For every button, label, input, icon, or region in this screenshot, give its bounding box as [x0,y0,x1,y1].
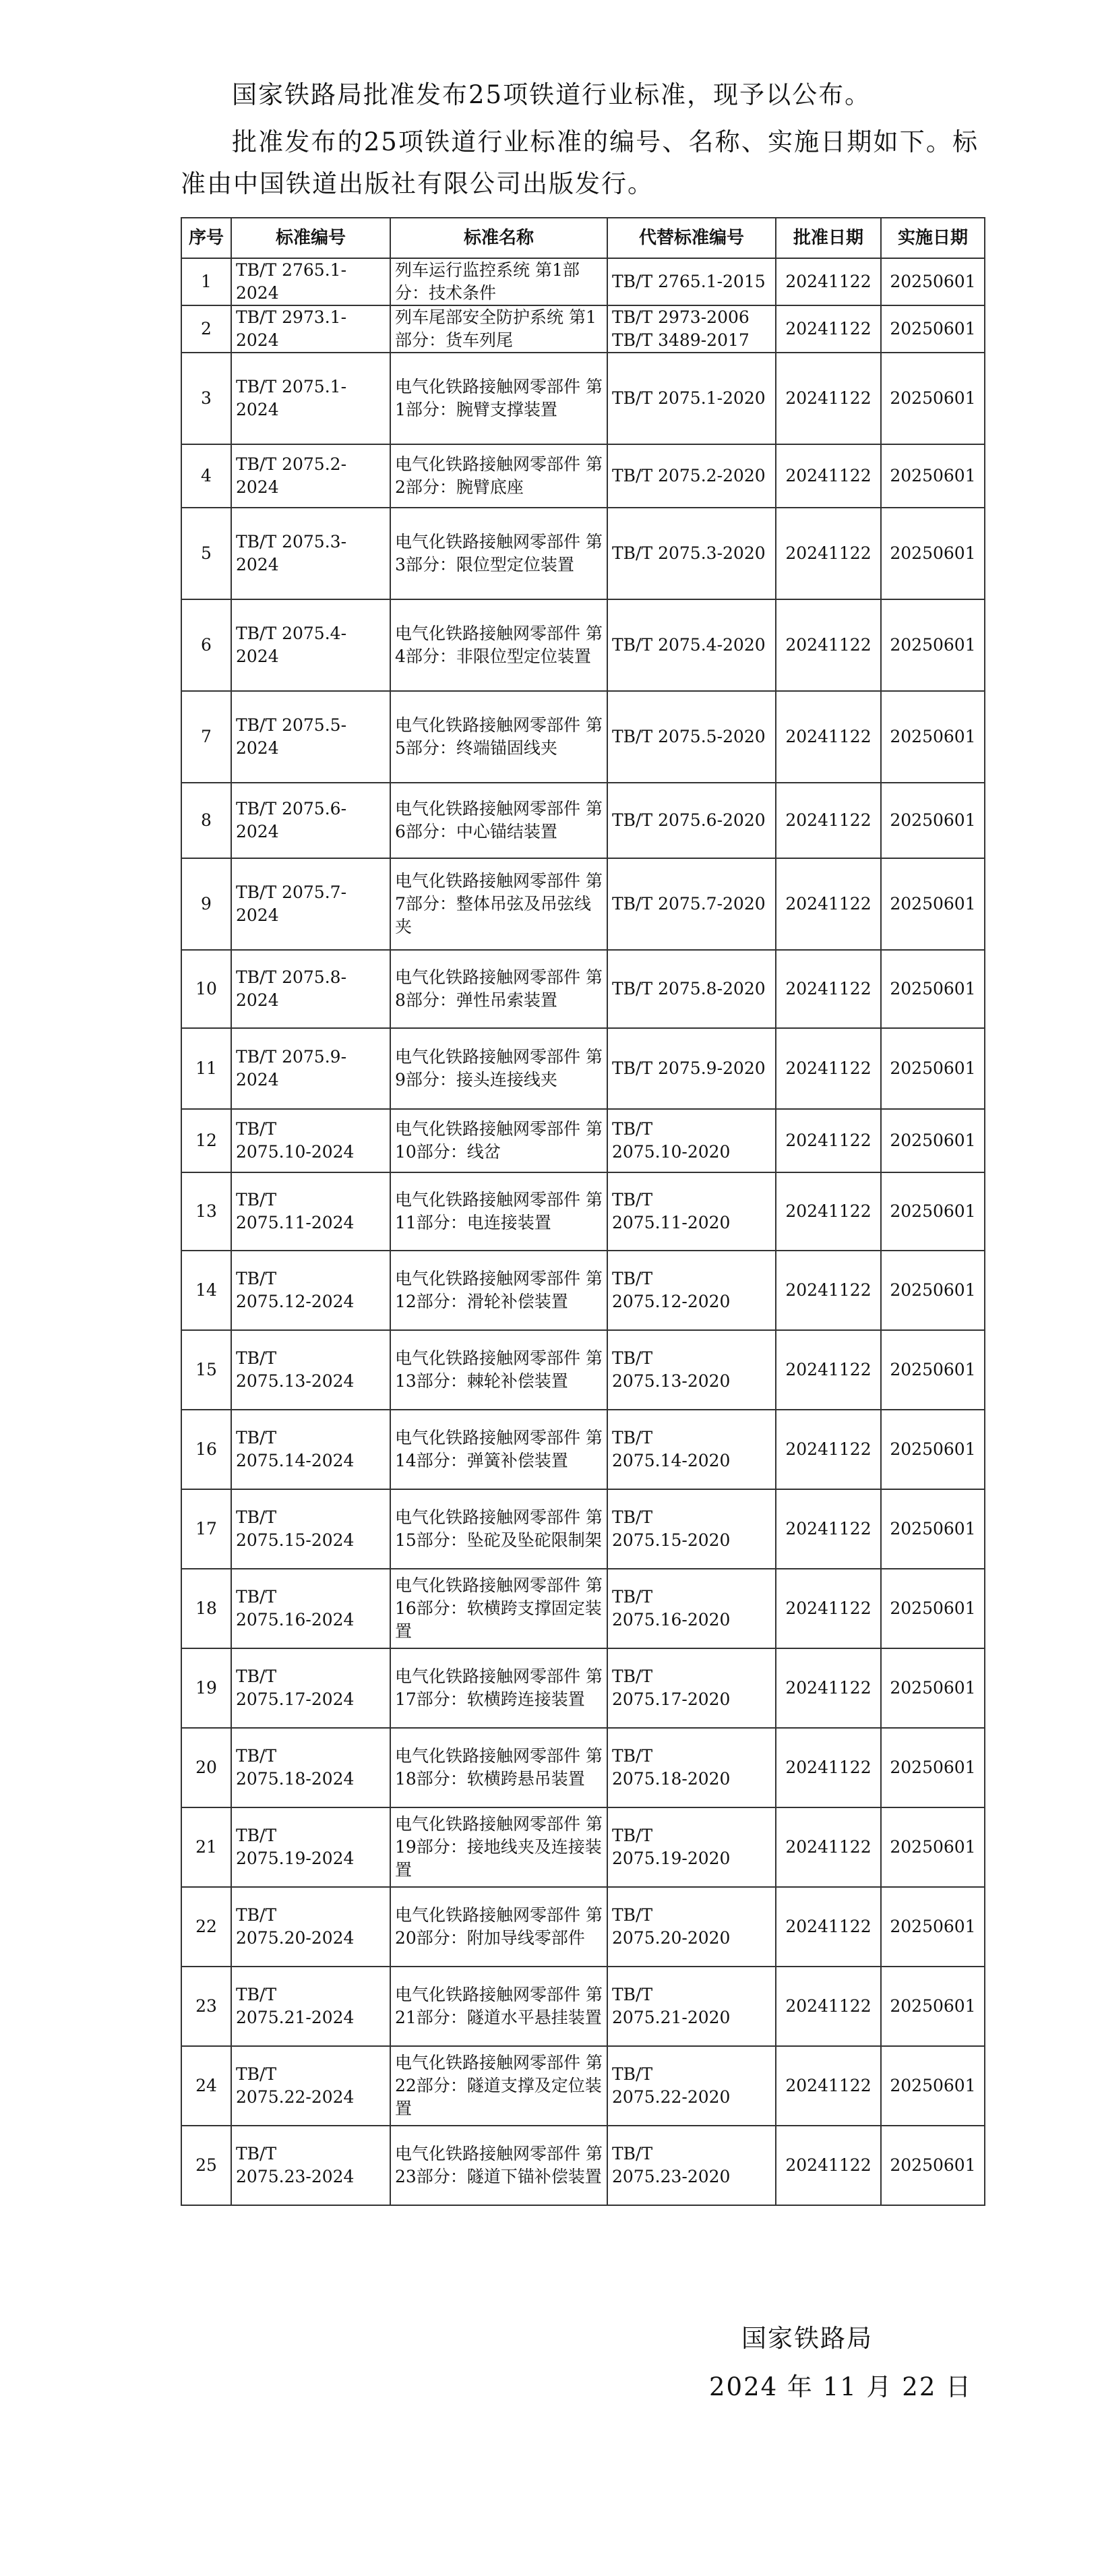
approve-date: 20241122 [776,950,881,1028]
standard-code: TB/T 2075.1-2024 [231,353,390,444]
standard-name: 电气化铁路接触网零部件 第2部分：腕臂底座 [390,444,607,508]
approve-date: 20241122 [776,1489,881,1569]
table-row [181,1807,985,1887]
standard-name: 电气化铁路接触网零部件 第13部分：棘轮补偿装置 [390,1330,607,1410]
effective-date: 20250601 [881,783,985,858]
approve-date: 20241122 [776,1172,881,1251]
standard-code: TB/T 2075.8-2024 [231,950,390,1028]
standard-code: TB/T 2075.13-2024 [231,1330,390,1410]
standard-code: TB/T 2075.16-2024 [231,1569,390,1648]
approve-date: 20241122 [776,1569,881,1648]
standard-name: 电气化铁路接触网零部件 第1部分：腕臂支撑装置 [390,353,607,444]
effective-date: 20250601 [881,858,985,950]
row-number: 11 [181,1028,231,1109]
row-number: 2 [181,305,231,353]
replaced-standard-code: TB/T 2075.1-2020 [607,353,776,444]
row-number: 21 [181,1807,231,1887]
standard-code: TB/T 2075.23-2024 [231,2126,390,2205]
standard-name: 电气化铁路接触网零部件 第10部分：线岔 [390,1109,607,1172]
row-number: 20 [181,1728,231,1807]
standard-code: TB/T 2075.3-2024 [231,508,390,599]
standard-code: TB/T 2075.5-2024 [231,691,390,783]
effective-date: 20250601 [881,1109,985,1172]
table-row [181,858,985,950]
approve-date: 20241122 [776,353,881,444]
table-body [181,258,985,2205]
standard-code: TB/T 2075.19-2024 [231,1807,390,1887]
replaced-standard-code: TB/T 2075.18-2020 [607,1728,776,1807]
table-row [181,599,985,691]
approve-date: 20241122 [776,1887,881,1967]
effective-date: 20250601 [881,1028,985,1109]
row-number: 19 [181,1648,231,1728]
standard-code: TB/T 2075.15-2024 [231,1489,390,1569]
standard-name: 电气化铁路接触网零部件 第12部分：滑轮补偿装置 [390,1251,607,1330]
standard-name: 电气化铁路接触网零部件 第22部分：隧道支撑及定位装置 [390,2046,607,2126]
table-row [181,1172,985,1251]
standard-code: TB/T 2075.12-2024 [231,1251,390,1330]
replaced-standard-code: TB/T 2075.20-2020 [607,1887,776,1967]
effective-date: 20250601 [881,599,985,691]
replaced-standard-code: TB/T 2075.17-2020 [607,1648,776,1728]
row-number: 8 [181,783,231,858]
row-number: 7 [181,691,231,783]
approve-date: 20241122 [776,783,881,858]
header-code: 标准编号 [231,218,390,258]
replaced-standard-code: TB/T 2973-2006 TB/T 3489-2017 [607,305,776,353]
replaced-standard-code: TB/T 2075.12-2020 [607,1251,776,1330]
standard-name: 电气化铁路接触网零部件 第6部分：中心锚结装置 [390,783,607,858]
header-effective-date: 实施日期 [881,218,985,258]
standard-code: TB/T 2075.2-2024 [231,444,390,508]
approve-date: 20241122 [776,691,881,783]
effective-date: 20250601 [881,1172,985,1251]
effective-date: 20250601 [881,1887,985,1967]
replaced-standard-code: TB/T 2075.19-2020 [607,1807,776,1887]
table-row [181,691,985,783]
replaced-standard-code: TB/T 2075.23-2020 [607,2126,776,2205]
intro-paragraph-2: 批准发布的25项铁道行业标准的编号、名称、实施日期如下。标准由中国铁道出版社有限公司出版发行。 [181,127,979,198]
table-row [181,1028,985,1109]
table-row [181,2046,985,2126]
row-number: 17 [181,1489,231,1569]
standard-name: 列车运行监控系统 第1部分：技术条件 [390,258,607,305]
effective-date: 20250601 [881,1967,985,2046]
row-number: 24 [181,2046,231,2126]
standard-code: TB/T 2075.14-2024 [231,1410,390,1489]
effective-date: 20250601 [881,691,985,783]
standard-code: TB/T 2765.1-2024 [231,258,390,305]
effective-date: 20250601 [881,2046,985,2126]
standard-code: TB/T 2075.22-2024 [231,2046,390,2126]
row-number: 22 [181,1887,231,1967]
approve-date: 20241122 [776,1330,881,1410]
replaced-standard-code: TB/T 2075.3-2020 [607,508,776,599]
effective-date: 20250601 [881,353,985,444]
approve-date: 20241122 [776,444,881,508]
standard-name: 列车尾部安全防护系统 第1部分：货车列尾 [390,305,607,353]
approve-date: 20241122 [776,2046,881,2126]
standard-name: 电气化铁路接触网零部件 第11部分：电连接装置 [390,1172,607,1251]
replaced-standard-code: TB/T 2075.13-2020 [607,1330,776,1410]
approve-date: 20241122 [776,1728,881,1807]
row-number: 3 [181,353,231,444]
effective-date: 20250601 [881,1728,985,1807]
table-row [181,1410,985,1489]
approve-date: 20241122 [776,1251,881,1330]
standard-name: 电气化铁路接触网零部件 第4部分：非限位型定位装置 [390,599,607,691]
standard-name: 电气化铁路接触网零部件 第7部分：整体吊弦及吊弦线夹 [390,858,607,950]
approve-date: 20241122 [776,1028,881,1109]
effective-date: 20250601 [881,1489,985,1569]
replaced-standard-code: TB/T 2075.16-2020 [607,1569,776,1648]
standard-name: 电气化铁路接触网零部件 第20部分：附加导线零部件 [390,1887,607,1967]
table-row [181,1728,985,1807]
approve-date: 20241122 [776,258,881,305]
replaced-standard-code: TB/T 2075.15-2020 [607,1489,776,1569]
row-number: 15 [181,1330,231,1410]
table-row [181,1330,985,1410]
standard-code: TB/T 2075.18-2024 [231,1728,390,1807]
issue-date: 2024 年 11 月 22 日 [709,2372,973,2401]
effective-date: 20250601 [881,444,985,508]
replaced-standard-code: TB/T 2075.11-2020 [607,1172,776,1251]
approve-date: 20241122 [776,1807,881,1887]
standard-name: 电气化铁路接触网零部件 第8部分：弹性吊索装置 [390,950,607,1028]
approve-date: 20241122 [776,2126,881,2205]
effective-date: 20250601 [881,258,985,305]
standard-name: 电气化铁路接触网零部件 第18部分：软横跨悬吊装置 [390,1728,607,1807]
row-number: 18 [181,1569,231,1648]
effective-date: 20250601 [881,1330,985,1410]
standard-code: TB/T 2075.11-2024 [231,1172,390,1251]
header-name: 标准名称 [390,218,607,258]
effective-date: 20250601 [881,2126,985,2205]
standard-name: 电气化铁路接触网零部件 第21部分：隧道水平悬挂装置 [390,1967,607,2046]
effective-date: 20250601 [881,1807,985,1887]
row-number: 12 [181,1109,231,1172]
effective-date: 20250601 [881,305,985,353]
header-no: 序号 [181,218,231,258]
approve-date: 20241122 [776,1648,881,1728]
standard-name: 电气化铁路接触网零部件 第5部分：终端锚固线夹 [390,691,607,783]
row-number: 14 [181,1251,231,1330]
table-row [181,508,985,599]
intro-paragraph-1: 国家铁路局批准发布25项铁道行业标准，现予以公布。 [232,80,872,109]
header-approve-date: 批准日期 [776,218,881,258]
replaced-standard-code: TB/T 2075.21-2020 [607,1967,776,2046]
table-row [181,1648,985,1728]
replaced-standard-code: TB/T 2075.8-2020 [607,950,776,1028]
standard-code: TB/T 2075.17-2024 [231,1648,390,1728]
approve-date: 20241122 [776,305,881,353]
standards-table [181,217,985,2206]
table-row [181,1967,985,2046]
standard-code: TB/T 2075.20-2024 [231,1887,390,1967]
standard-code: TB/T 2973.1-2024 [231,305,390,353]
standard-name: 电气化铁路接触网零部件 第23部分：隧道下锚补偿装置 [390,2126,607,2205]
standard-code: TB/T 2075.21-2024 [231,1967,390,2046]
approve-date: 20241122 [776,858,881,950]
replaced-standard-code: TB/T 2075.5-2020 [607,691,776,783]
row-number: 25 [181,2126,231,2205]
table-row [181,1109,985,1172]
table-row [181,258,985,305]
approve-date: 20241122 [776,1109,881,1172]
replaced-standard-code: TB/T 2075.22-2020 [607,2046,776,2126]
standard-code: TB/T 2075.7-2024 [231,858,390,950]
row-number: 5 [181,508,231,599]
replaced-standard-code: TB/T 2075.4-2020 [607,599,776,691]
table-row [181,305,985,353]
issuer-signature: 国家铁路局 [741,2324,873,2353]
standard-name: 电气化铁路接触网零部件 第9部分：接头连接线夹 [390,1028,607,1109]
effective-date: 20250601 [881,950,985,1028]
replaced-standard-code: TB/T 2075.14-2020 [607,1410,776,1489]
table-row [181,1489,985,1569]
standard-code: TB/T 2075.10-2024 [231,1109,390,1172]
approve-date: 20241122 [776,1410,881,1489]
standard-name: 电气化铁路接触网零部件 第17部分：软横跨连接装置 [390,1648,607,1728]
standard-code: TB/T 2075.9-2024 [231,1028,390,1109]
row-number: 16 [181,1410,231,1489]
row-number: 4 [181,444,231,508]
standard-name: 电气化铁路接触网零部件 第3部分：限位型定位装置 [390,508,607,599]
table-row [181,2126,985,2205]
table-header-row [181,218,985,258]
effective-date: 20250601 [881,1251,985,1330]
row-number: 9 [181,858,231,950]
row-number: 13 [181,1172,231,1251]
row-number: 1 [181,258,231,305]
effective-date: 20250601 [881,1569,985,1648]
replaced-standard-code: TB/T 2075.10-2020 [607,1109,776,1172]
effective-date: 20250601 [881,1648,985,1728]
approve-date: 20241122 [776,508,881,599]
standard-name: 电气化铁路接触网零部件 第15部分：坠砣及坠砣限制架 [390,1489,607,1569]
table-row [181,950,985,1028]
standard-name: 电气化铁路接触网零部件 第14部分：弹簧补偿装置 [390,1410,607,1489]
table-row [181,1251,985,1330]
standard-code: TB/T 2075.4-2024 [231,599,390,691]
replaced-standard-code: TB/T 2075.7-2020 [607,858,776,950]
row-number: 10 [181,950,231,1028]
table-row [181,353,985,444]
effective-date: 20250601 [881,508,985,599]
standard-name: 电气化铁路接触网零部件 第16部分：软横跨支撑固定装置 [390,1569,607,1648]
standard-name: 电气化铁路接触网零部件 第19部分：接地线夹及连接装置 [390,1807,607,1887]
replaced-standard-code: TB/T 2075.6-2020 [607,783,776,858]
row-number: 6 [181,599,231,691]
standard-code: TB/T 2075.6-2024 [231,783,390,858]
row-number: 23 [181,1967,231,2046]
approve-date: 20241122 [776,599,881,691]
approve-date: 20241122 [776,1967,881,2046]
replaced-standard-code: TB/T 2765.1-2015 [607,258,776,305]
replaced-standard-code: TB/T 2075.2-2020 [607,444,776,508]
replaced-standard-code: TB/T 2075.9-2020 [607,1028,776,1109]
table-row [181,783,985,858]
table-row [181,444,985,508]
table-row [181,1887,985,1967]
header-replaces: 代替标准编号 [607,218,776,258]
table-row [181,1569,985,1648]
effective-date: 20250601 [881,1410,985,1489]
